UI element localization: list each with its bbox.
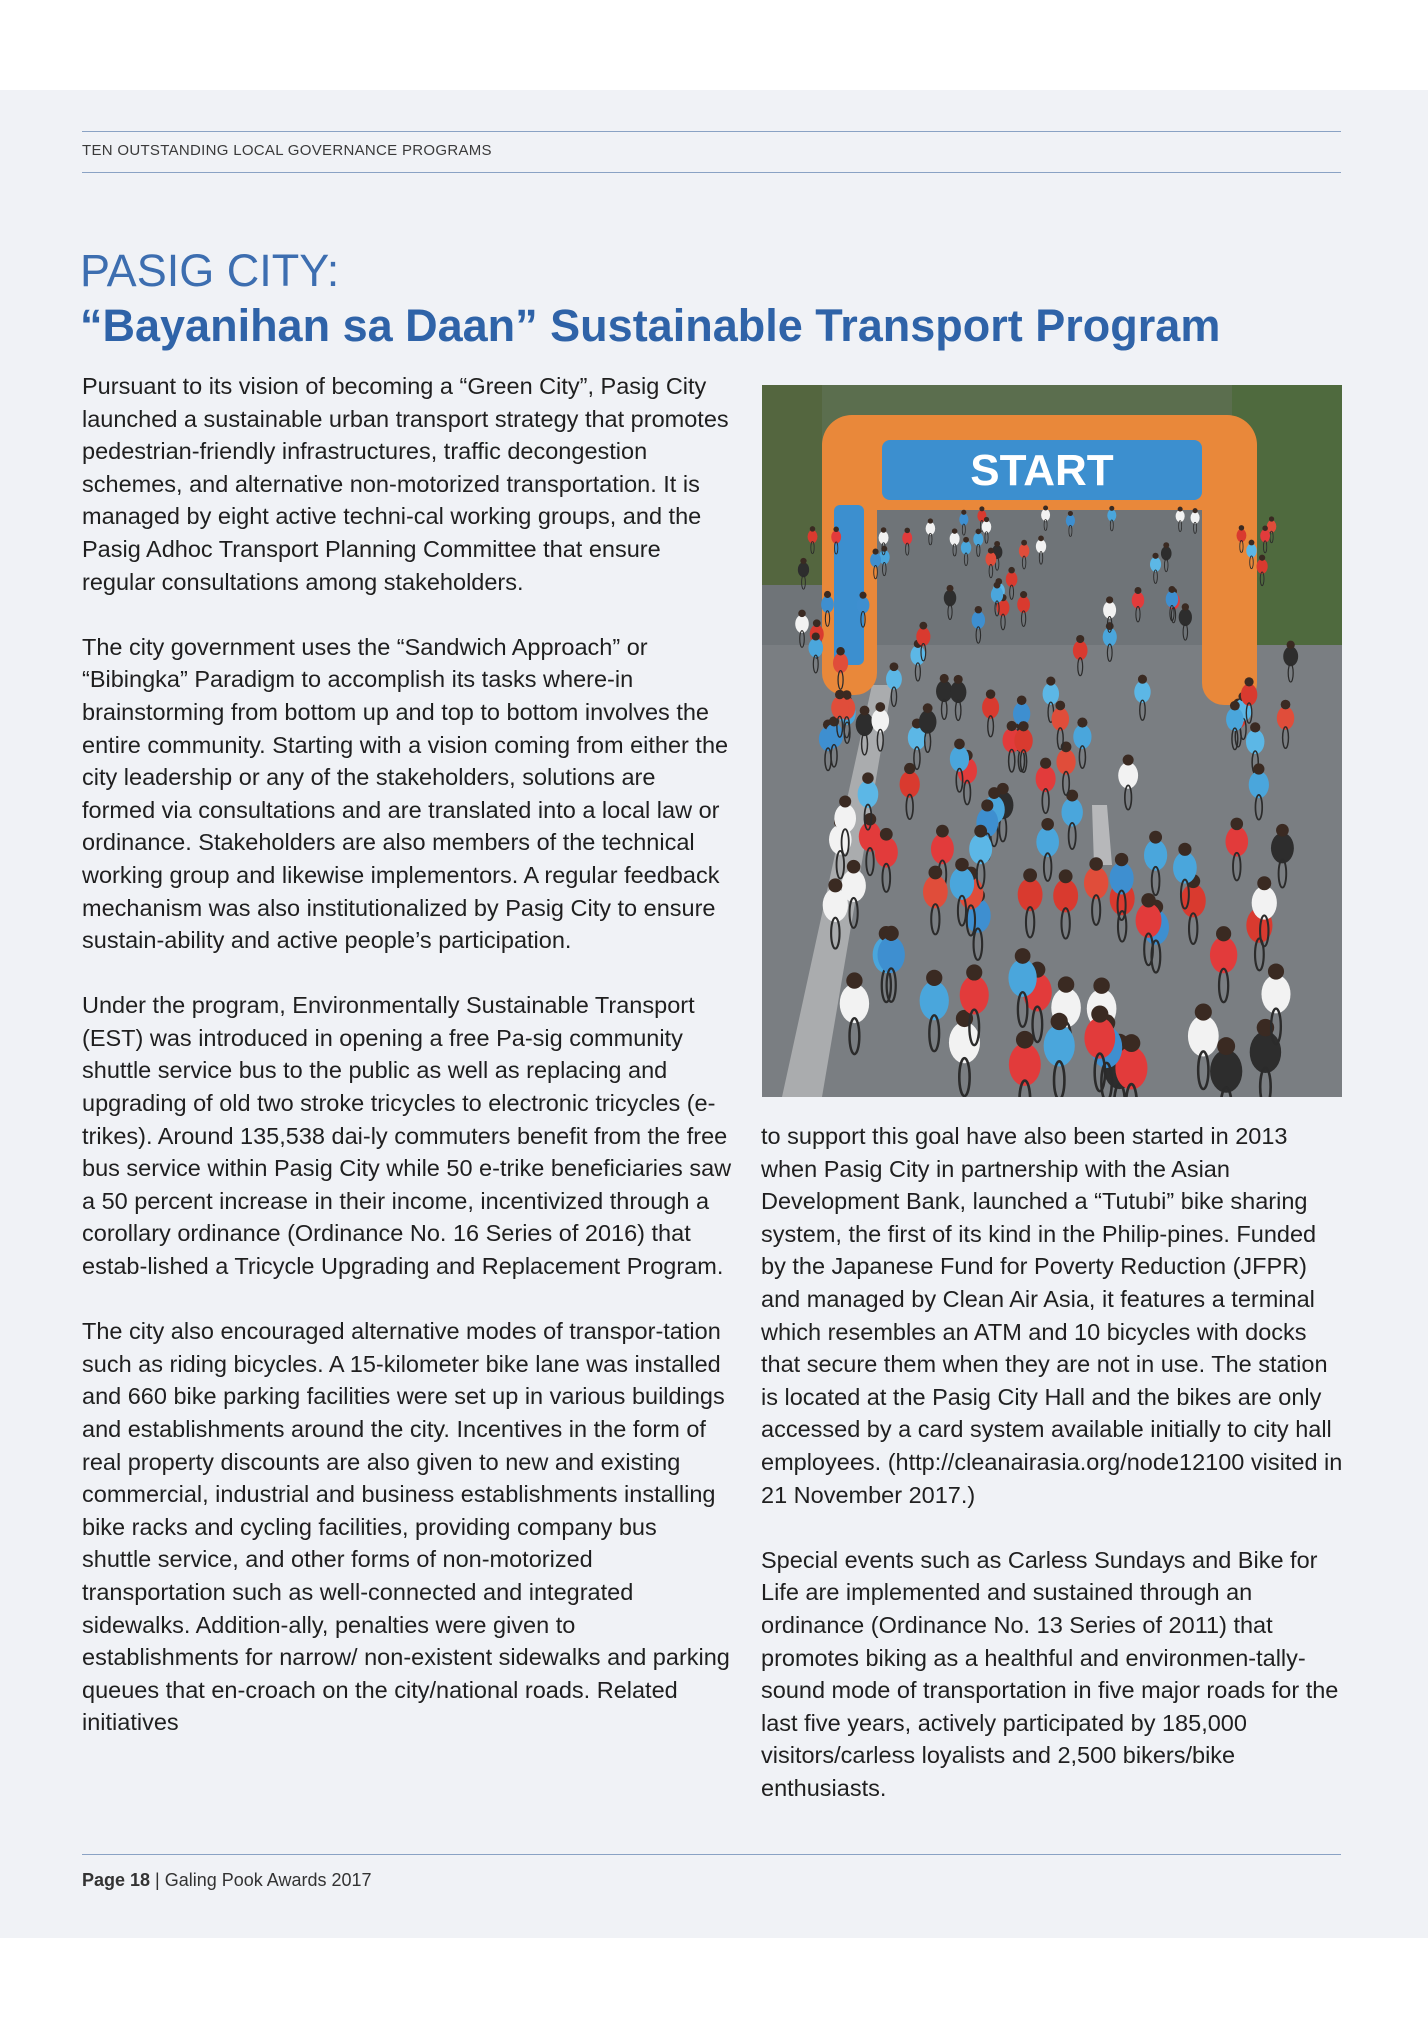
cyclist-head bbox=[961, 510, 966, 515]
paragraph: Under the program, Environmentally Sustainable Transport (EST) was introduced in opening a free Pa-sig community shuttle service bus to the public as well as replacing and upgrading of old two stroke tricycles to electronic tricycles (e-trikes). Around 135,538 dai-ly commuters benefit from the free bus service within Pasig City while 50 e-trike beneficiaries saw a 50 percent increase in their income, incentivized through a corollary ordinance (Ordinance No. 16 Series of 2016) that estab-lished a Tricycle Upgrading and Replacement Program. bbox=[82, 992, 732, 1280]
cyclist-head bbox=[986, 689, 995, 698]
cyclist-head bbox=[979, 506, 984, 511]
cyclist-head bbox=[928, 518, 933, 523]
cyclist-head bbox=[994, 541, 1000, 547]
cyclist-head bbox=[1038, 536, 1044, 542]
photo-illustration bbox=[762, 385, 1342, 1097]
cyclist-head bbox=[798, 610, 806, 618]
cyclist-head bbox=[859, 592, 866, 599]
running-header: TEN OUTSTANDING LOCAL GOVERNANCE PROGRAMS bbox=[82, 142, 492, 159]
cyclist-head bbox=[1163, 542, 1169, 548]
cyclist-head bbox=[975, 606, 982, 613]
cyclist-head bbox=[1018, 721, 1028, 731]
cyclist-head bbox=[1007, 721, 1017, 731]
cyclist-head bbox=[1123, 754, 1134, 765]
article-title-city: PASIG CITY: bbox=[80, 245, 340, 296]
cyclist-head bbox=[1141, 893, 1155, 907]
cyclist-head bbox=[873, 549, 879, 555]
cyclist-head bbox=[881, 527, 887, 533]
cyclist-head bbox=[880, 828, 893, 841]
cyclist-head bbox=[800, 558, 806, 564]
cyclist-head bbox=[1076, 635, 1084, 643]
page-number: Page 18 bbox=[82, 1870, 151, 1890]
paragraph: The city also encouraged alternative modes of transpor-tation such as riding bicycles. A 15-kilometer bike lane was installed and 660 bike parking facilities were set up in various buildings and establishments around the city. Incentives in the form of real property discounts are also given to new and existing commercial, industrial and business establishments installing bike racks and cycling facilities, providing company bus shuttle service, and other forms of non-motorized transportation such as well-connected and integrated sidewalks. Addition-ally, penalties were given to establishments for narrow/ non-existent sidewalks and parking queues that en-croach on the city/national roads. Related initiatives bbox=[82, 1318, 730, 1736]
start-banner-text: START bbox=[970, 446, 1114, 495]
body-column-right bbox=[761, 1120, 1346, 1837]
page-sheet bbox=[0, 90, 1428, 1938]
cyclist-head bbox=[1257, 876, 1271, 890]
cyclist-head bbox=[828, 878, 842, 892]
cyclist-head bbox=[1193, 508, 1198, 513]
cyclist-head bbox=[904, 763, 915, 774]
cyclist-head bbox=[1287, 641, 1295, 649]
footer-rule bbox=[82, 1854, 1341, 1855]
cyclist-head bbox=[1276, 824, 1289, 837]
cyclist-head bbox=[1115, 853, 1128, 866]
paragraph: to support this goal have also been started in 2013 when Pasig City in partnership with the Asian Development Bank, launched a “Tutubi” bike sharing system, the first of its kind in the Philip-pines. Funded by the Japanese Fund for Poverty Reduction (JFPR) and managed by Clean Air Asia, it features a terminal which resembles an ATM and 10 bicycles with docks that secure them when they are not in use. The station is located at the Pasig City Hall and the bikes are only accessed by a card system available initially to city hall employees. (http://cleanairasia.org/node12100 visited in 21 November 2017.) bbox=[761, 1123, 1343, 1508]
cyclist-head bbox=[1138, 675, 1147, 684]
cyclist-head bbox=[846, 972, 862, 988]
cyclist-head bbox=[1216, 926, 1231, 941]
cyclist-head bbox=[1068, 511, 1073, 516]
cyclist-head bbox=[1239, 525, 1244, 530]
cyclist-head bbox=[955, 858, 969, 872]
cyclist-head bbox=[835, 690, 844, 699]
cyclist-head bbox=[928, 866, 942, 880]
cyclist-head bbox=[836, 647, 844, 655]
cyclist-head bbox=[1020, 591, 1027, 598]
cyclist-head bbox=[954, 675, 963, 684]
cyclist-head bbox=[1106, 596, 1113, 603]
cyclist-head bbox=[1055, 701, 1065, 711]
cyclist-head bbox=[954, 739, 965, 750]
cyclist-head bbox=[810, 526, 816, 532]
cyclist-head bbox=[923, 703, 933, 713]
cyclist-head bbox=[1230, 701, 1240, 711]
cyclist-head bbox=[1168, 586, 1175, 593]
cyclist-head bbox=[1043, 506, 1048, 511]
cyclist-head bbox=[890, 662, 899, 671]
cyclist-head bbox=[1091, 1005, 1108, 1022]
cyclist-head bbox=[860, 706, 870, 716]
header-rule-bottom bbox=[82, 172, 1341, 173]
cyclist-head bbox=[1244, 677, 1253, 686]
cyclist-head bbox=[1016, 1031, 1034, 1049]
cyclist-head bbox=[1217, 1037, 1235, 1055]
cyclist-head bbox=[994, 582, 1001, 589]
cyclist-head bbox=[1023, 868, 1037, 882]
cyclist-head bbox=[1281, 700, 1291, 710]
cyclist-head bbox=[1249, 540, 1255, 546]
cyclist-head bbox=[1046, 676, 1055, 685]
cyclist-head bbox=[981, 799, 993, 811]
cyclist-head bbox=[875, 702, 885, 712]
cyclist-head bbox=[1051, 1013, 1068, 1030]
paragraph: Special events such as Carless Sundays and Bike for Life are implemented and sustained through an ordinance (Ordinance No. 13 Series of 2011) that promotes biking as a healthful and environmen-tally-sound mode of transportation in five major roads for the last five years, actively participated by 185,000 visitors/carless loyalists and 2,500 bikers/bike enthusiasts. bbox=[761, 1546, 1339, 1801]
cyclist-head bbox=[1231, 818, 1244, 831]
cyclist-head bbox=[1268, 963, 1284, 979]
cyclist-head bbox=[1008, 567, 1014, 573]
paragraph: Pursuant to its vision of becoming a “Green City”, Pasig City launched a sustainable urban transport strategy that promotes pedestrian-friendly infrastructures, traffic decongestion schemes, and alternative non-motorized transportation. It is managed by eight active techni-cal working groups, and the Pasig Adhoc Transport Planning Committee that ensure regular consultations among stakeholders. bbox=[82, 373, 729, 595]
cyclist-head bbox=[904, 528, 910, 534]
cyclist-head bbox=[1250, 722, 1260, 732]
cyclist-head bbox=[1149, 831, 1162, 844]
cyclist-head bbox=[966, 964, 982, 980]
publication-name: Galing Pook Awards 2017 bbox=[164, 1870, 372, 1890]
cyclist-head bbox=[1134, 587, 1141, 594]
paragraph: The city government uses the “Sandwich Approach” or “Bibingka” Paradigm to accomplish its tasks where-in brainstorming from bottom up and top to bottom involves the entire community. Starting with a vision coming from either the city leadership or any of the stakeholders, solutions are formed via consultations and are translated into a local law or ordinance. Stakeholders are also members of the technical working group and likewise implementors. A regular feedback mechanism was also institutionalized by Pasig City to ensure sustain-ability and active people’s participation. bbox=[82, 633, 729, 954]
cyclist-head bbox=[974, 825, 987, 838]
cyclist-head bbox=[824, 591, 831, 598]
cyclist-head bbox=[812, 632, 820, 640]
cyclist-head bbox=[947, 585, 954, 592]
footer-separator: | bbox=[150, 1870, 165, 1890]
cyclist-head bbox=[926, 970, 942, 986]
cyclist-head bbox=[1178, 843, 1191, 856]
cyclist-head bbox=[1253, 763, 1264, 774]
page-footer bbox=[82, 1870, 372, 1891]
cyclist-head bbox=[833, 527, 839, 533]
cyclist-head bbox=[813, 619, 821, 627]
cyclist-head bbox=[1077, 717, 1087, 727]
cyclist-head bbox=[940, 674, 949, 683]
cyclist-head bbox=[1058, 976, 1074, 992]
cyclist-head bbox=[1152, 553, 1158, 559]
cyclist-head bbox=[963, 537, 969, 543]
cyclist-head bbox=[1040, 758, 1051, 769]
cyclist-head bbox=[1041, 818, 1054, 831]
cyclist-head bbox=[988, 548, 994, 554]
cyclist-head bbox=[1017, 695, 1027, 705]
cyclist-head bbox=[839, 795, 851, 807]
cyclist-head bbox=[1123, 1034, 1141, 1052]
cyclist-head bbox=[862, 772, 873, 783]
cyclist-head bbox=[1195, 1004, 1212, 1021]
cyclist-head bbox=[1093, 977, 1109, 993]
bike-race-photo bbox=[762, 385, 1342, 1097]
article-title-program: “Bayanihan sa Daan” Sustainable Transport Program bbox=[80, 300, 1221, 351]
header-rule-top bbox=[82, 131, 1341, 132]
cyclist-head bbox=[919, 622, 927, 630]
cyclist-head bbox=[1109, 506, 1114, 511]
cyclist-head bbox=[1021, 540, 1027, 546]
cyclist-head bbox=[1182, 603, 1189, 610]
cyclist-head bbox=[847, 860, 861, 874]
cyclist-head bbox=[1178, 507, 1183, 512]
cyclist-head bbox=[976, 529, 982, 535]
cyclist-head bbox=[1259, 555, 1265, 561]
cyclist-head bbox=[936, 825, 949, 838]
cyclist-head bbox=[984, 517, 989, 522]
cyclist-head bbox=[1089, 857, 1103, 871]
cyclist-head bbox=[1269, 516, 1274, 521]
cyclist-head bbox=[1059, 869, 1073, 883]
cyclist-head bbox=[1015, 948, 1031, 964]
cyclist-head bbox=[884, 926, 899, 941]
cyclist-head bbox=[952, 528, 958, 534]
cyclist-head bbox=[988, 787, 1000, 799]
cyclist-head bbox=[1262, 525, 1267, 530]
body-column-left bbox=[82, 370, 732, 1772]
